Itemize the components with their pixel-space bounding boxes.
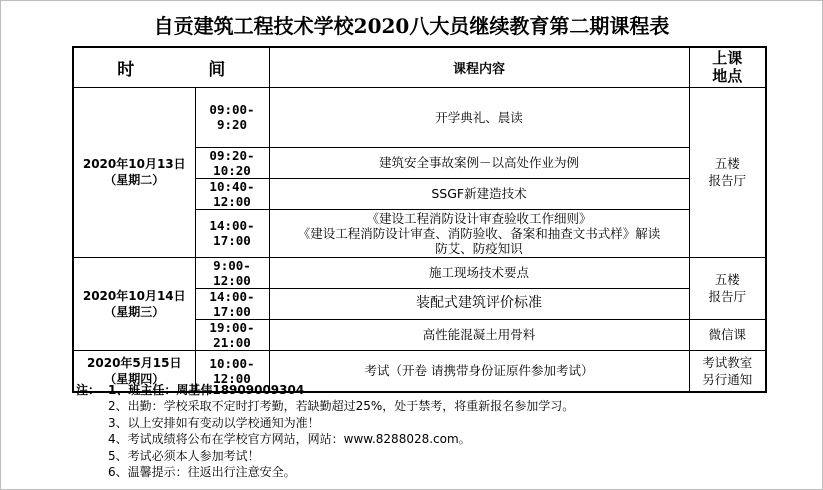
header-row — [73, 47, 766, 87]
day3-location-line2: 另行通知 — [702, 371, 753, 387]
course-content-line: 《建设工程消防设计审查验收工作细则》 — [366, 210, 592, 226]
note-item — [76, 431, 776, 447]
day2-date: 2020年10月14日 — [82, 288, 186, 303]
header-time-part2: 间 — [208, 59, 226, 80]
course-content: 考试（开卷 请携带身份证原件参加考试） — [269, 350, 689, 392]
day1-date-cell — [73, 87, 195, 257]
header-time-part1: 时 — [117, 59, 135, 80]
course-content: 装配式建筑评价标准 — [269, 288, 689, 319]
time-slot: 14:00-17:00 — [195, 288, 269, 319]
day1-weekday: （星期二） — [104, 173, 165, 187]
time-slot: 10:40-12:00 — [195, 178, 269, 209]
time-slot: 09:00-9:20 — [195, 87, 269, 147]
evening-location: 微信课 — [689, 319, 766, 350]
course-content: 高性能混凝土用骨料 — [269, 319, 689, 350]
course-content — [269, 209, 689, 257]
note-text: 6、温馨提示：往返出行注意安全。 — [108, 465, 296, 480]
course-content: 施工现场技术要点 — [269, 257, 689, 288]
day2-date-cell — [73, 257, 195, 350]
header-location-line2: 地点 — [712, 67, 743, 86]
time-slot: 14:00-17:00 — [195, 209, 269, 257]
day3-date: 2020年5月15日 — [87, 355, 182, 370]
notes-section — [76, 382, 776, 480]
day3-location-line1: 考试教室 — [702, 354, 753, 370]
day2-location-line2: 报告厅 — [708, 289, 746, 304]
day2-location-line1: 五楼 — [714, 272, 740, 287]
time-slot: 9:00-12:00 — [195, 257, 269, 288]
day1-location — [689, 87, 766, 257]
table-row — [73, 87, 766, 147]
day3-weekday: （星期四） — [104, 371, 165, 386]
day2-weekday: （星期三） — [104, 304, 165, 319]
note-item — [76, 448, 776, 464]
header-time — [73, 47, 269, 87]
notes-lead: 注： — [76, 383, 101, 397]
schedule-table — [72, 46, 767, 393]
note-text: 4、考试成绩将公布在学校官方网站，网站：www.8288028.com。 — [108, 432, 471, 447]
note-item — [76, 398, 776, 414]
note-text: 1、班主任：周基伟18909009304 — [108, 383, 305, 397]
document-title: 自贡建筑工程技术学校2020八大员继续教育第二期课程表 — [153, 14, 670, 38]
day1-date: 2020年10月13日 — [82, 157, 186, 171]
note-item — [76, 415, 776, 431]
note-item — [76, 464, 776, 480]
header-location — [689, 47, 766, 87]
note-text: 5、考试必须本人参加考试！ — [108, 448, 260, 463]
day2-location — [689, 257, 766, 319]
time-slot: 19:00-21:00 — [195, 319, 269, 350]
time-slot: 09:20-10:20 — [195, 147, 269, 178]
table-row — [73, 257, 766, 288]
header-content: 课程内容 — [269, 47, 689, 87]
day1-location-line2: 报告厅 — [708, 173, 746, 188]
day1-location-line1: 五楼 — [714, 156, 740, 171]
note-item — [76, 382, 776, 398]
course-content: SSGF新建造技术 — [269, 178, 689, 209]
note-text: 2、出勤：学校采取不定时打考勤，若缺勤超过25%，处于禁考，将重新报名参加学习。 — [108, 399, 575, 414]
course-content-line: 防艾、防疫知识 — [435, 240, 523, 256]
course-content-line: 《建设工程消防设计审查、消防验收、备案和抽查文书式样》解读 — [297, 225, 661, 241]
course-content: 开学典礼、晨读 — [269, 87, 689, 147]
course-content: 建筑安全事故案例－以高处作业为例 — [269, 147, 689, 178]
time-slot: 10:00-12:00 — [195, 350, 269, 392]
header-location-line1: 上课 — [712, 49, 743, 68]
note-text: 3、以上安排如有变动以学校通知为准！ — [108, 415, 320, 430]
